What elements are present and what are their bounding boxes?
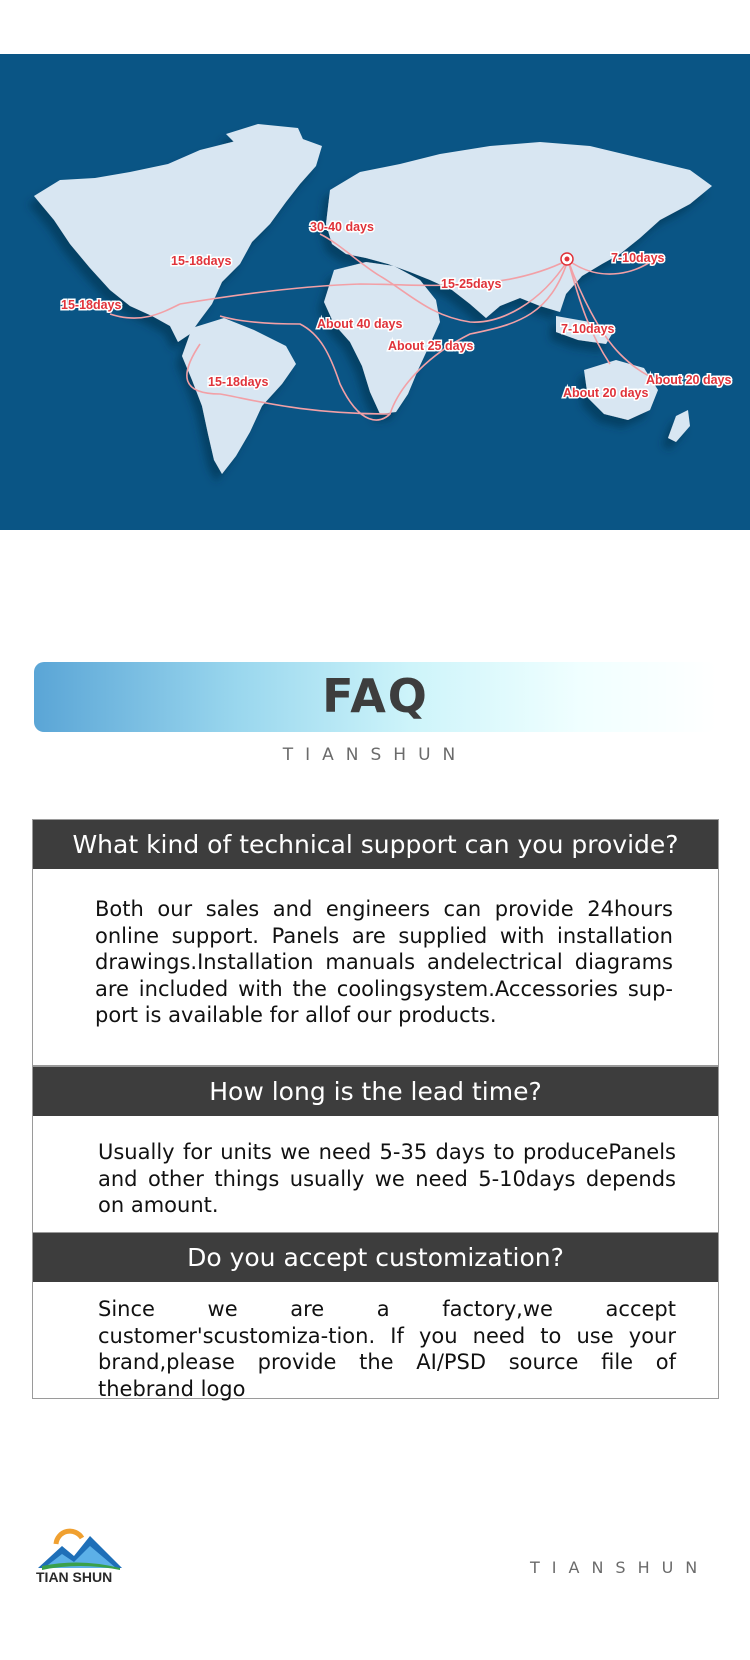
label-japan: 7-10days	[611, 251, 665, 265]
south-america-shape	[182, 318, 296, 474]
question-header: How long is the lead time?	[33, 1067, 718, 1116]
brand-subtitle: TIANSHUN	[282, 745, 468, 765]
answer-text: Since we are a factory,we accept customer'scustomiza-tion. If you need to use your brand,please provide the AI/PSD source file of thebrand logo	[98, 1297, 676, 1401]
logo-text: TIAN SHUN	[36, 1569, 113, 1584]
logo-mark	[34, 1522, 126, 1584]
label-australia: About 20 days	[563, 386, 649, 400]
label-africa-east: About 25 days	[388, 339, 474, 353]
tianshun-logo	[34, 1522, 126, 1584]
origin-marker	[561, 253, 573, 265]
answer-text: Usually for units we need 5-35 days to producePanels and other things usually we need 5-10days depends on amount.	[98, 1140, 676, 1217]
label-na-east: 15-18days	[171, 254, 232, 268]
world-map-illustration	[0, 54, 750, 530]
faq-title: FAQ	[322, 669, 429, 723]
question-header: Do you accept customization?	[33, 1233, 718, 1282]
label-europe: 30-40 days	[310, 220, 374, 234]
faq-banner	[34, 662, 717, 732]
label-africa-west: About 40 days	[317, 317, 403, 331]
label-south-america: 15-18days	[208, 375, 269, 389]
shipping-map	[0, 54, 750, 530]
new-zealand-shape	[668, 410, 690, 442]
label-mideast: 15-25days	[441, 277, 502, 291]
answer-text: Both our sales and engineers can provide 24hours online support. Panels are supplied with installation drawings.Installation manuals andelectrical diagrams are included with the coolingsystem.Accessories sup-port is available for allof our products.	[95, 897, 673, 1027]
label-nz: About 20 days	[646, 373, 732, 387]
question-header: What kind of technical support can you provide?	[33, 820, 718, 869]
label-seasia: 7-10days	[561, 322, 615, 336]
label-na-west: 15-18days	[61, 298, 122, 312]
footer-brand: TIANSHUN	[530, 1558, 710, 1577]
continents	[34, 124, 712, 474]
